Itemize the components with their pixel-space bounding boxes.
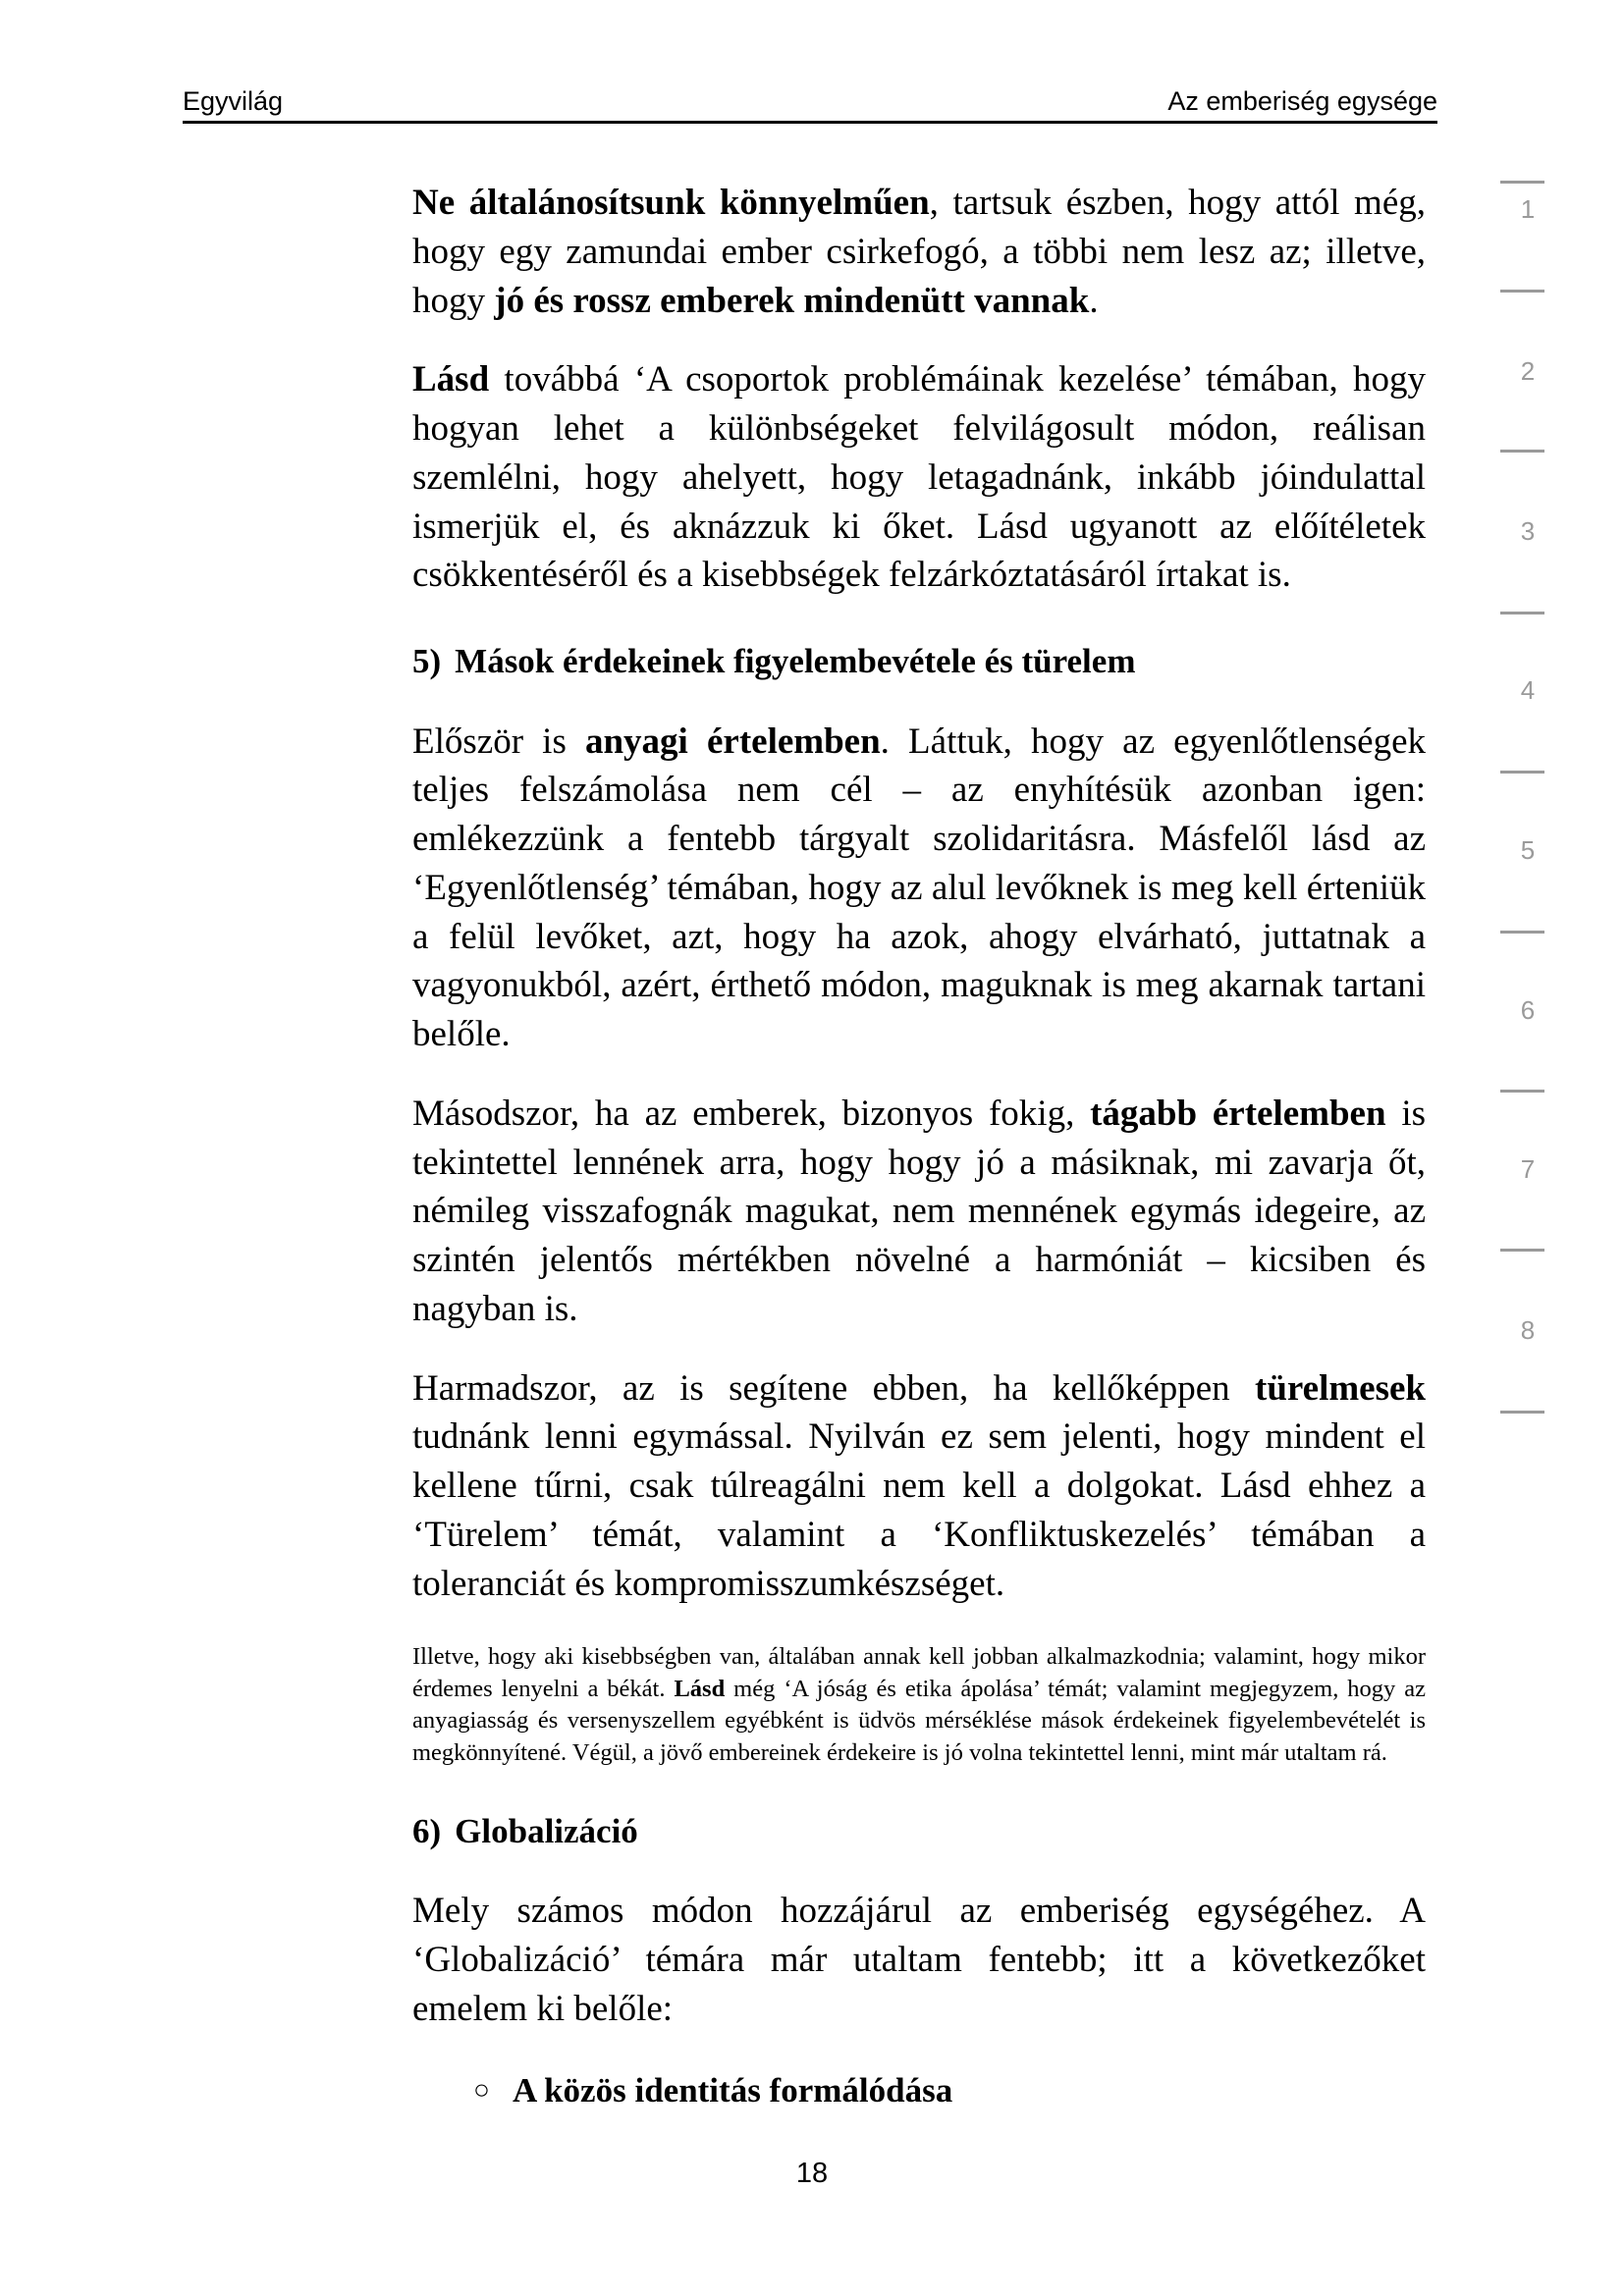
ruler-dash [1500, 290, 1544, 293]
fine-text-tail: még ‘A jóság és etika ápolása’ témát; valamint megjegyzem, hogy az anyagiasság és versenyszellem egyébként is üdvös mérséklése mások érdekeinek figyelembevételét is megkönnyítené. Végül, a jövő embereinek érdekeire is jó volna tekintettel lenni, mint már utaltam rá. [412, 1675, 1426, 1766]
paragraph-text-tail: is tekintettel lennének arra, hogy hogy jó a másiknak, mi zavarja őt, némileg visszafognák magukat, nem mennének egymás idegeire, az szintén jelentős mértékben növelné a harmóniát – kicsiben és nagyban is. [412, 1093, 1426, 1329]
section-title: Mások érdekeinek figyelembevétele és türelem [455, 642, 1136, 680]
paragraph-inline-bold: tágabb értelemben [1090, 1093, 1386, 1134]
ruler-number-6: 6 [1520, 995, 1536, 1025]
section-title: Globalizáció [455, 1811, 638, 1850]
ruler-number-8: 8 [1520, 1315, 1536, 1345]
paragraph-inline-bold: türelmesek [1255, 1367, 1426, 1409]
ruler-number-7: 7 [1520, 1154, 1536, 1184]
paragraph-generalization [412, 179, 1426, 325]
ruler-number-2: 2 [1520, 356, 1536, 386]
bullet-list [412, 2068, 1426, 2113]
ruler-dash [1500, 1249, 1544, 1252]
margin-ruler [1489, 0, 1567, 2296]
paragraph-text: továbbá ‘A csoportok problémáinak kezelése’ témában, hogy hogyan lehet a különbségeket felvilágosult módon, reálisan szemlélni, hogy ahelyett, hogy letagadnánk, inkább jóindulattal ismerjük el, és aknázzuk ki őket. Lásd ugyanott az előítéletek csökkentéséről és a kisebbségek felzárkóztatásáról írtakat is. [412, 359, 1426, 596]
paragraph-lead-bold: Lásd [412, 359, 490, 400]
fine-text: Illetve, hogy aki kisebbségben van, általában annak kell jobban alkalmazkodnia; valamint, hogy mikor érdemes lenyelni a békát. [412, 1643, 1426, 1702]
circle-bullet-icon: ○ [473, 2075, 490, 2107]
paragraph-text: , tartsuk észben, hogy attól még, hogy egy zamundai ember csirkefogó, a többi nem lesz az; illetve, hogy [412, 183, 1426, 321]
page-footer [0, 2158, 1624, 2190]
paragraph-see-also [412, 355, 1426, 600]
ruler-dash [1500, 1411, 1544, 1414]
fine-inline-bold: Lásd [674, 1675, 726, 1702]
ruler-dash [1500, 1090, 1544, 1093]
ruler-dash [1500, 931, 1544, 934]
paragraph-text-tail: tudnánk lenni egymással. Nyilván ez sem jelenti, hogy mindent el kellene tűrni, csak túlreagálni nem kell a dolgokat. Lásd ehhez a ‘Türelem’ témát, valamint a ‘Konfliktuskezelés’ témában a toleranciát és kompromisszumkészséget. [412, 1416, 1426, 1604]
section-number: 5) [412, 642, 442, 680]
running-header [183, 86, 1437, 124]
list-item-label: A közös identitás formálódása [513, 2071, 953, 2110]
paragraph-text: Mely számos módon hozzájárul az emberiség egységéhez. A ‘Globalizáció’ témára már utaltam fentebb; itt a következőket emelem ki belőle: [412, 1891, 1426, 2029]
paragraph-text: Harmadszor, az is segítene ebben, ha kellőképpen [412, 1367, 1255, 1409]
paragraph-text-tail: . Láttuk, hogy az egyenlőtlenségek teljes felszámolása nem cél – az enyhítésük azonban igen: emlékezzünk a fentebb tárgyalt szolidaritásra. Másfelől lásd az ‘Egyenlőtlenség’ témában, hogy az alul levőknek is meg kell érteniük a felül levőket, azt, hogy ha azok, ahogy elvárható, juttatnak a vagyonukból, azért, érthető módon, maguknak is meg akarnak tartani belőle. [412, 721, 1427, 1054]
paragraph-inline-bold: jó és rossz emberek mindenütt vannak [494, 280, 1090, 321]
header-book-title: Egyvilág [183, 86, 284, 116]
paragraph-globalization-intro [412, 1887, 1426, 2033]
paragraph-fine-print [412, 1641, 1426, 1769]
ruler-dash [1500, 181, 1544, 184]
paragraph-inline-bold: anyagi értelemben [584, 721, 881, 762]
section-number: 6) [412, 1811, 442, 1850]
page-content [412, 179, 1426, 2113]
ruler-number-3: 3 [1520, 516, 1536, 546]
paragraph-broader-sense [412, 1090, 1426, 1334]
section-heading-5 [412, 639, 1426, 684]
paragraph-lead-bold: Ne általánosítsunk könnyelműen [412, 183, 930, 223]
list-item [473, 2068, 1426, 2113]
paragraph-material-sense [412, 718, 1426, 1059]
ruler-dash [1500, 771, 1544, 774]
paragraph-text-tail: . [1089, 280, 1099, 321]
ruler-dash [1500, 612, 1544, 614]
page-number: 18 [795, 2158, 829, 2189]
ruler-number-1: 1 [1520, 194, 1536, 224]
ruler-number-4: 4 [1520, 675, 1536, 705]
ruler-dash [1500, 450, 1544, 453]
ruler-number-5: 5 [1520, 835, 1536, 865]
paragraph-text: Másodszor, ha az emberek, bizonyos fokig, [412, 1093, 1091, 1134]
header-chapter-title: Az emberiség egysége [1167, 86, 1437, 116]
paragraph-text: Először is [412, 721, 585, 762]
paragraph-patience [412, 1364, 1426, 1609]
section-heading-6 [412, 1809, 1426, 1854]
